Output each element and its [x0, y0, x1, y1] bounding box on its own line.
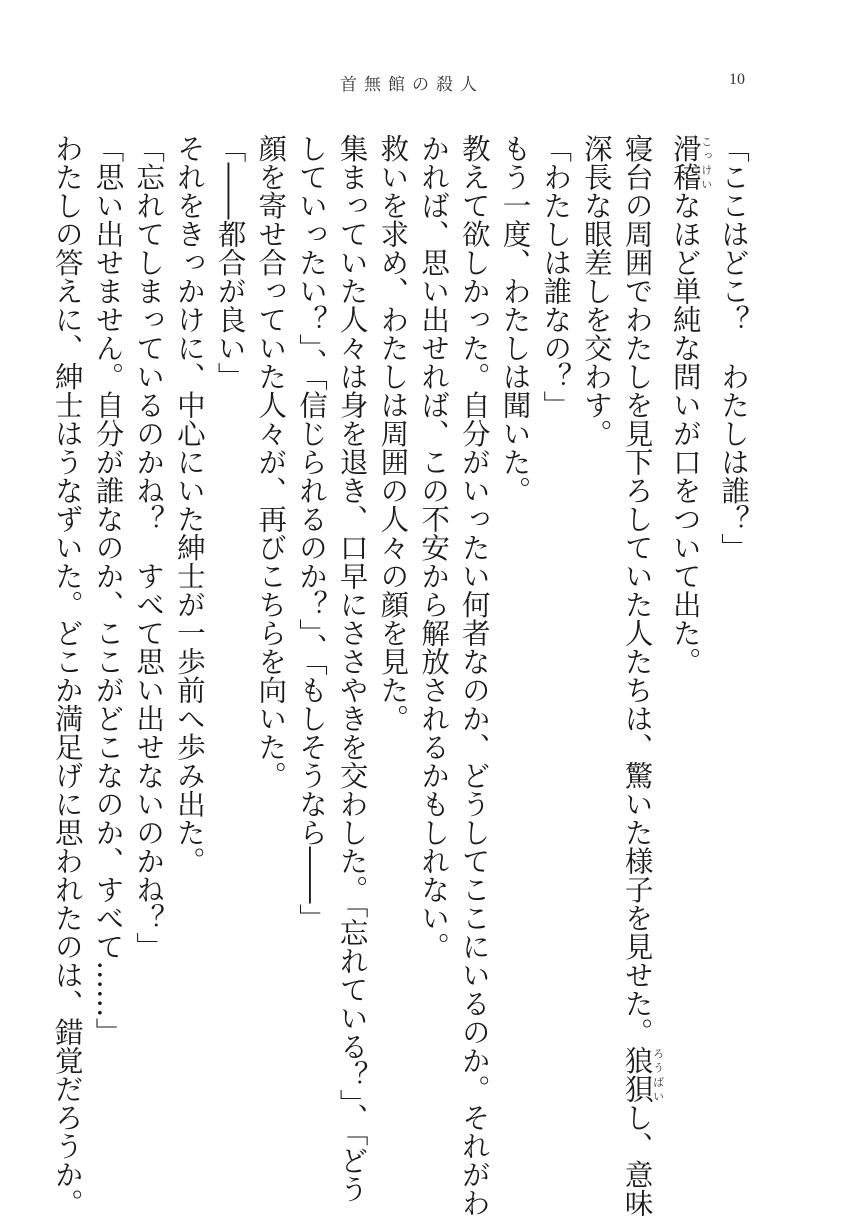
ruby-kokkei [668, 134, 713, 191]
text-line-5: 「わたしは誰なの？」 [539, 134, 573, 419]
text-line-3-end: し、意味 [620, 1103, 654, 1217]
page-number: 10 [729, 71, 745, 88]
text-line-6: もう一度、わたしは聞いた。 [498, 134, 532, 505]
ruby-reading-roubai: ろうばい [651, 1046, 665, 1103]
text-line-15: 「忘れてしまっているのかね？ すべて思い出せないのかね？」 [132, 134, 166, 961]
ruby-base-kokkei: 滑稽 [668, 134, 702, 191]
text-line-9: 救いを求め、わたしは周囲の人々の顔を見た。 [376, 134, 410, 733]
text-line-12: 顔を寄せ合っていた人々が、再びこちらを向いた。 [254, 134, 288, 790]
text-line-16: 「思い出せません。自分が誰なのか、ここがどこなのか、すべて……」 [91, 134, 125, 1046]
ruby-base-roubai: 狼狽 [620, 1046, 654, 1103]
text-line-3-start: 寝台の周囲でわたしを見下ろしていた人たちは、驚いた様子を見せた。 [620, 134, 654, 1046]
text-line-13: 「――都合が良い」 [213, 134, 247, 391]
text-line-8: かれば、思い出せれば、この不安から解放されるかもしれない。 [417, 134, 451, 961]
text-line-4: 深長な眼差しを交わす。 [579, 134, 613, 448]
text-line-10: 集まっていた人々は身を退き、口早にささやきを交わした。「忘れている？」、「どう [335, 134, 369, 1203]
text-line-7: 教えて欲しかった。自分がいったい何者なのか、どうしてここにいるのか。それがわ [457, 134, 491, 1217]
text-line-14: それをきっかけに、中心にいた紳士が一歩前へ歩み出た。 [172, 134, 206, 875]
text-line-2-rest: なほど単純な問いが口をついて出た。 [668, 191, 702, 676]
text-line-11: していったい？」、「信じられるのか？」、「もしそうなら――」 [294, 134, 328, 932]
text-line-1: 「ここはどこ？ わたしは誰？」 [717, 134, 750, 562]
ruby-reading-kokkei: こっけい [699, 134, 713, 191]
text-line-17: わたしの答えに、紳士はうなずいた。どこか満足げに思われたのは、錯覚だろうか。 [50, 134, 84, 1217]
running-header-title: 首無館の殺人 [340, 75, 484, 95]
novel-body-text [46, 134, 753, 1217]
text-line-2 [664, 134, 712, 1134]
text-line-3 [616, 134, 665, 1217]
ruby-roubai [620, 1046, 665, 1103]
